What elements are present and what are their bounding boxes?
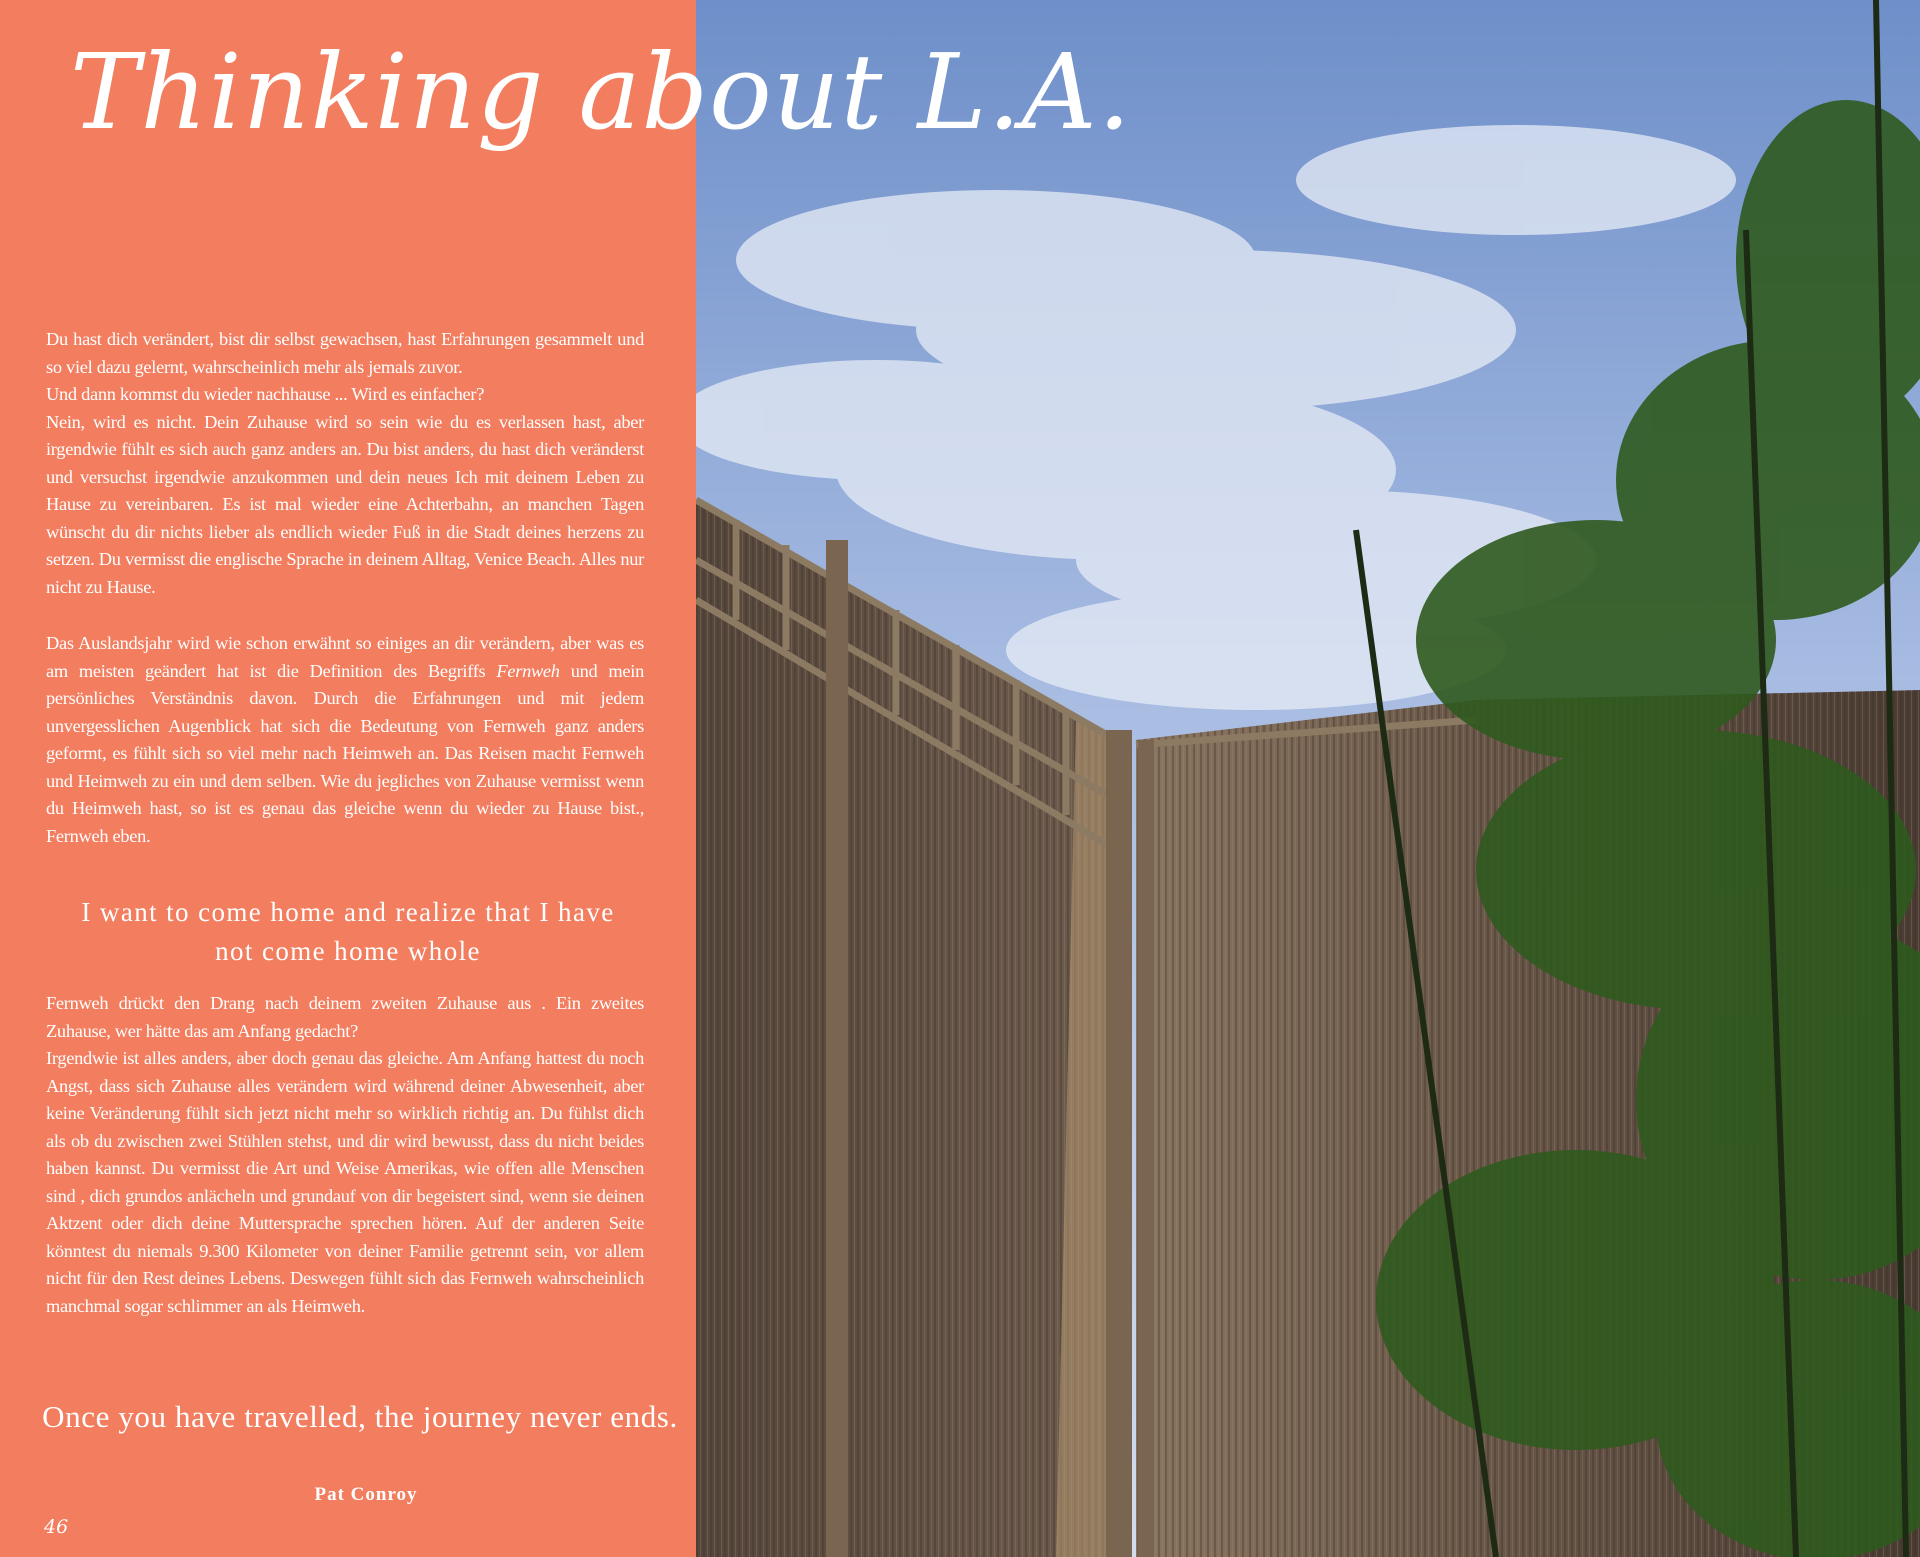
paragraph-2-emphasis: Fernweh [496,660,560,681]
closing-quote: Once you have travelled, the journey never ends. [42,1399,678,1434]
paragraph-1-line-a: Du hast dich verändert, bist dir selbst gewachsen, hast Erfahrungen gesammelt und so viel dazu gelernt, wahrscheinlich mehr als jemals zuvor. [46,329,644,377]
bamboo-fence-photo [696,0,1920,1557]
quote-author: Pat Conroy [314,1484,418,1505]
article-paragraph-2 [46,630,644,850]
photo-illustration [696,0,1920,1557]
pull-quote [46,893,650,971]
paragraph-1-line-c: Nein, wird es nicht. Dein Zuhause wird so sein wie du es verlassen hast, aber irgendwie fühlt es sich auch ganz anders an. Du bist anders, du hast dich veränderst und versuchst irgendwie anzukommen und dein neues Ich mit deinem Leben zu Hause zu vereinbaren. Es ist mal wieder eine Achterbahn, an manchen Tagen wünscht du dir nichts lieber als endlich wieder Fuß in die Stadt deines herzens zu setzen. Du vermisst die englische Sprache in deinem Alltag, Venice Beach. Alles nur nicht zu Hause. [46,411,644,597]
paragraph-3-line-b: Irgendwie ist alles anders, aber doch genau das gleiche. Am Anfang hattest du noch Angst, dass sich Zuhause alles verändern wird während deiner Abwesenheit, aber keine Veränderung fühlt sich jetzt nicht mehr so wirklich richtig an. Du fühlst dich als ob du zwischen zwei Stühlen stehst, und dir wird bewusst, dass du nicht beides haben kannst. Du vermisst die Art und Weise Amerikas, wie offen alle Menschen sind , dich grundos anlächeln und grundauf von dir begeistert sind, wenn sie deinen Aktzent oder dich deine Muttersprache sprechen hören. Auf der anderen Seite könntest du niemals 9.300 Kilometer von deiner Familie getrennt sein, vor allem nicht für den Rest deines Lebens. Deswegen fühlt sich das Fernweh wahrscheinlich manchmal sogar schlimmer an als Heimweh. [46,1048,644,1316]
paragraph-3-line-a: Fernweh drückt den Drang nach deinem zweiten Zuhause aus . Ein zweites Zuhause, wer hätte das am Anfang gedacht? [46,993,644,1041]
article-title: Thinking about L.A. [70,31,1132,153]
paragraph-2-text [46,630,644,850]
pull-quote-line-2: not come home whole [215,936,481,966]
text-panel [0,0,696,1557]
pull-quote-line-1: I want to come home and realize that I have [81,897,615,927]
article-paragraph-3 [46,990,644,1320]
paragraph-1-line-b: Und dann kommst du wieder nachhause ... Wird es einfacher? [46,384,485,404]
paragraph-2-after: und mein persönliches Verständnis davon. Durch die Erfahrungen und mit jedem unvergesslichen Augenblick hat sich die Bedeutung von Fernweh ganz anders geformt, es fühlt sich so viel mehr nach Heimweh an. Das Reisen macht Fernweh und Heimweh zu ein und dem selben. Wie du jegliches von Zuhause vermisst wenn du Heimweh hast, so ist es genau das gleiche wenn du wieder zu Hause bist., Fernweh eben. [46,660,645,846]
paragraph-2-before: Das Auslandsjahr wird wie schon erwähnt so einiges an dir verändern, aber was es am meisten geändert hat ist die Definition des Begriffs [46,633,644,681]
page-number: 46 [44,1516,69,1538]
article-paragraph-1 [46,326,644,601]
